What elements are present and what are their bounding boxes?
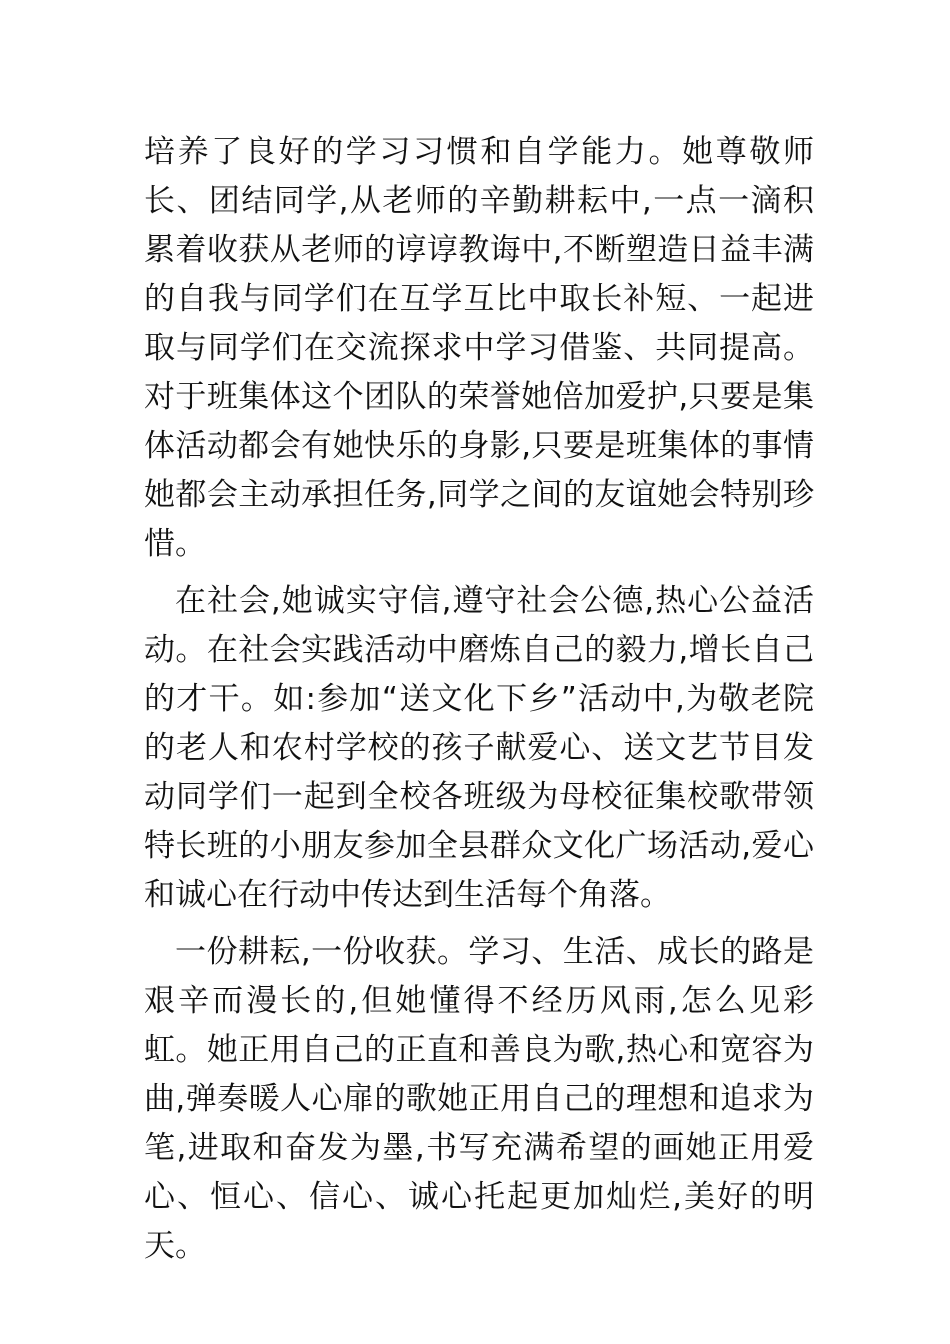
paragraph-society: 在社会,她诚实守信,遵守社会公德,热心公益活动。在社会实践活动中磨炼自己的毅力,增长自己的才干。如:参加“送文化下乡”活动中,为敬老院的老人和农村学校的孩子献爱心、送文艺节目发动同学们一起到全校各班级为母校征集校歌带领特长班的小朋友参加全县群众文化广场活动,爱心和诚心在行动中传达到生活每个角落。 bbox=[144, 583, 814, 913]
body-text bbox=[144, 128, 814, 1271]
paragraph-study: 培养了良好的学习习惯和自学能力。她尊敬师长、团结同学,从老师的辛勤耕耘中,一点一滴积累着收获从老师的谆谆教诲中,不断塑造日益丰满的自我与同学们在互学互比中取长补短、一起进取与同学们在交流探求中学习借鉴、共同提高。对于班集体这个团队的荣誉她倍加爱护,只要是集体活动都会有她快乐的身影,只要是班集体的事情她都会主动承担任务,同学之间的友谊她会特别珍惜。 bbox=[144, 134, 814, 562]
paragraph-harvest: 一份耕耘,一份收获。学习、生活、成长的路是艰辛而漫长的,但她懂得不经历风雨,怎么见彩虹。她正用自己的正直和善良为歌,热心和宽容为曲,弹奏暖人心扉的歌她正用自己的理想和追求为笔,进取和奋发为墨,书写充满希望的画她正用爱心、恒心、信心、诚心托起更加灿烂,美好的明天。 bbox=[144, 934, 814, 1264]
